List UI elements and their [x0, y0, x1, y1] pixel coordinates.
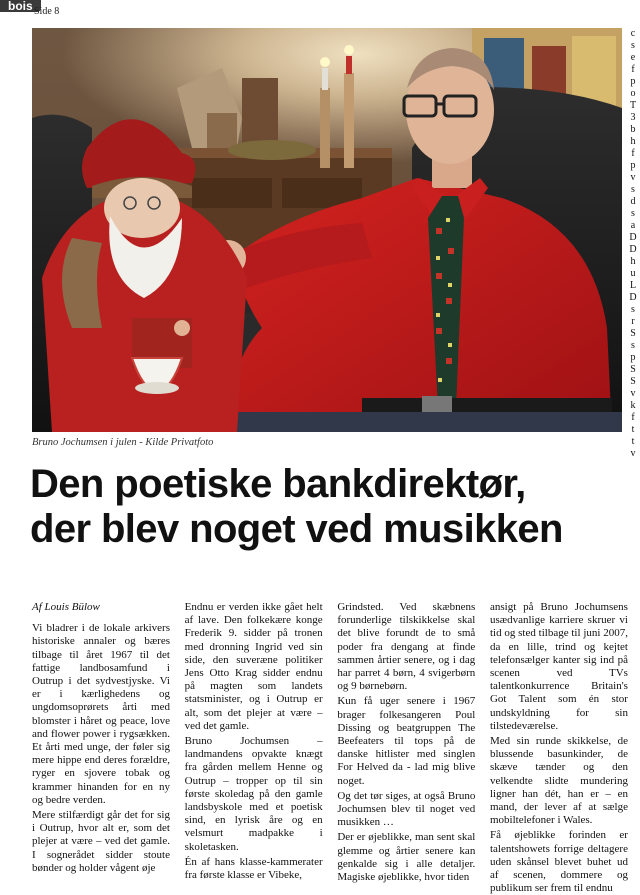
edge-letter: f [631, 64, 635, 75]
edge-letter: s [631, 340, 635, 351]
edge-letter: t [631, 424, 635, 435]
edge-letter: o [630, 88, 636, 99]
paragraph: Få øjeblikke forinden er talentshowets forrige deltagere uden skånsel blevet buhet ud af scenen, dommere og publikum ser frem til endnu [489, 829, 628, 895]
headline-line-2: der blev noget ved musikken [30, 507, 563, 551]
photo-caption: Bruno Jochumsen i julen - Kilde Privatfoto [32, 437, 214, 448]
edge-letter: S [630, 364, 636, 375]
paragraph: Bruno Jochumsen – landmandens opvakte knægt fra gården mellem Henne og Outrup – tropper op til sin første skoledag på den gamle landsbyskole med et poetisk sind, en lyrisk åre og en velsmurt madpakke i skoletasken. [184, 735, 323, 853]
edge-letter: u [630, 268, 636, 279]
edge-letter: T [629, 100, 637, 111]
edge-letter: h [630, 136, 636, 147]
article-column-2 [184, 601, 323, 882]
edge-letter: b [630, 124, 636, 135]
edge-letter: v [630, 448, 636, 459]
edge-letter: t [631, 436, 635, 447]
paragraph: Med sin runde skikkelse, de blussende basunkinder, de skæve tænder og den velkendte slidte mundering ligner han dét, han er – en mand, der lever af at sælge mobiltelefoner i Wales. [489, 735, 628, 827]
edge-letter: L [629, 280, 637, 291]
edge-letter: e [630, 52, 636, 63]
paragraph: Der er øjeblikke, man sent skal glemme og årtier senere kan genkalde sig i alle detaljer. Magiske øjeblikke, hvor tiden [337, 831, 476, 884]
paragraph: ansigt på Bruno Jochumsens usædvanlige karriere skruer vi tid og sted tilbage til juni 2007, da en lille, trind og kejtet telefonsælger kanter sig ind på scenen ved TVs talentkonkurrence Britain's Got Talent som én stor undskyldning for sin tilstedeværelse. [489, 601, 628, 732]
paragraph: Og det tør siges, at også Bruno Jochumsen blev til noget ved musikken … [337, 789, 476, 829]
byline: Af Louis Bülow [32, 601, 100, 613]
article-column-4 [489, 601, 628, 895]
article-column-3 [337, 601, 476, 884]
article-photo [32, 28, 622, 432]
edge-letter: S [630, 376, 636, 387]
headline-line-1: Den poetiske bankdirektør, [30, 462, 526, 506]
paragraph: Kun få uger senere i 1967 brager folkesangeren Poul Dissing og beatgruppen The Beefeaters til tops på de danske hitlister med singlen For Helved da - lad mig blive noget. [337, 695, 476, 787]
edge-letter: k [630, 400, 636, 411]
article-column-1 [32, 601, 170, 874]
edge-letter: D [629, 244, 637, 255]
adjacent-column-fragment [626, 28, 640, 853]
edge-letter: D [629, 292, 637, 303]
paragraph: Mere stilfærdigt går det for sig i Outrup, hvor alt er, som det plejer at være – ved det gamle. I sognerådet sidder stoute bønder og holder vågent øje [32, 809, 170, 874]
edge-letter: p [630, 352, 636, 363]
edge-letter: f [631, 148, 635, 159]
publication-logo: bois [0, 0, 41, 12]
edge-letter: d [630, 196, 636, 207]
paragraph: Grindsted. Ved skæbnens forunderlige tilskikkelse skal det blive forundt de to små poder fra dengang at finde sammen årtier senere, og i dag har parret 4 børn, 4 svigerbørn og 9 børnebørn. [337, 601, 476, 693]
edge-letter: p [630, 160, 636, 171]
edge-letter: s [631, 40, 635, 51]
edge-letter: a [630, 220, 636, 231]
page-header [0, 0, 640, 20]
edge-letter: S [630, 328, 636, 339]
edge-letter: r [631, 316, 635, 327]
edge-letter: h [630, 256, 636, 267]
edge-letter: D [629, 232, 637, 243]
article-headline [30, 462, 630, 552]
edge-letter: p [630, 76, 636, 87]
page-number: Side 8 [34, 6, 60, 17]
paragraph: Vi bladrer i de lokale arkivers historiske annaler og bæres tilbage til året 1967 til det fattige landbosamfund i Outrup i det sydvestjyske. Vi er i kærlighedens og ungdomsoprørets årti med blomster i håret og peace, love and flower power i rygsækken. Et årti med unge, der føler sig mere hippe end deres forældre, ryger en sjovere tobak og krammer hinanden for en ny og bedre verden. [32, 622, 170, 806]
article-body [32, 601, 628, 895]
edge-letter: s [631, 304, 635, 315]
edge-letter: f [631, 412, 635, 423]
paragraph: Endnu er verden ikke gået helt af lave. Den folkekære konge Frederik 9. sidder på tronen med dronning Ingrid ved sin side, den suveræne politiker Jens Otto Krag sidder endnu på magten som landets statsminister, og i Outrup er alt, som det plejer at være – ved det gamle. [184, 601, 323, 732]
edge-letter: s [631, 184, 635, 195]
edge-letter: s [631, 208, 635, 219]
edge-letter: v [630, 388, 636, 399]
paragraph: Én af hans klasse-kammerater fra første klasse er Vibeke, [184, 855, 323, 882]
edge-letter: v [630, 172, 636, 183]
edge-letter: 3 [630, 112, 636, 123]
edge-letter: c [630, 28, 636, 39]
